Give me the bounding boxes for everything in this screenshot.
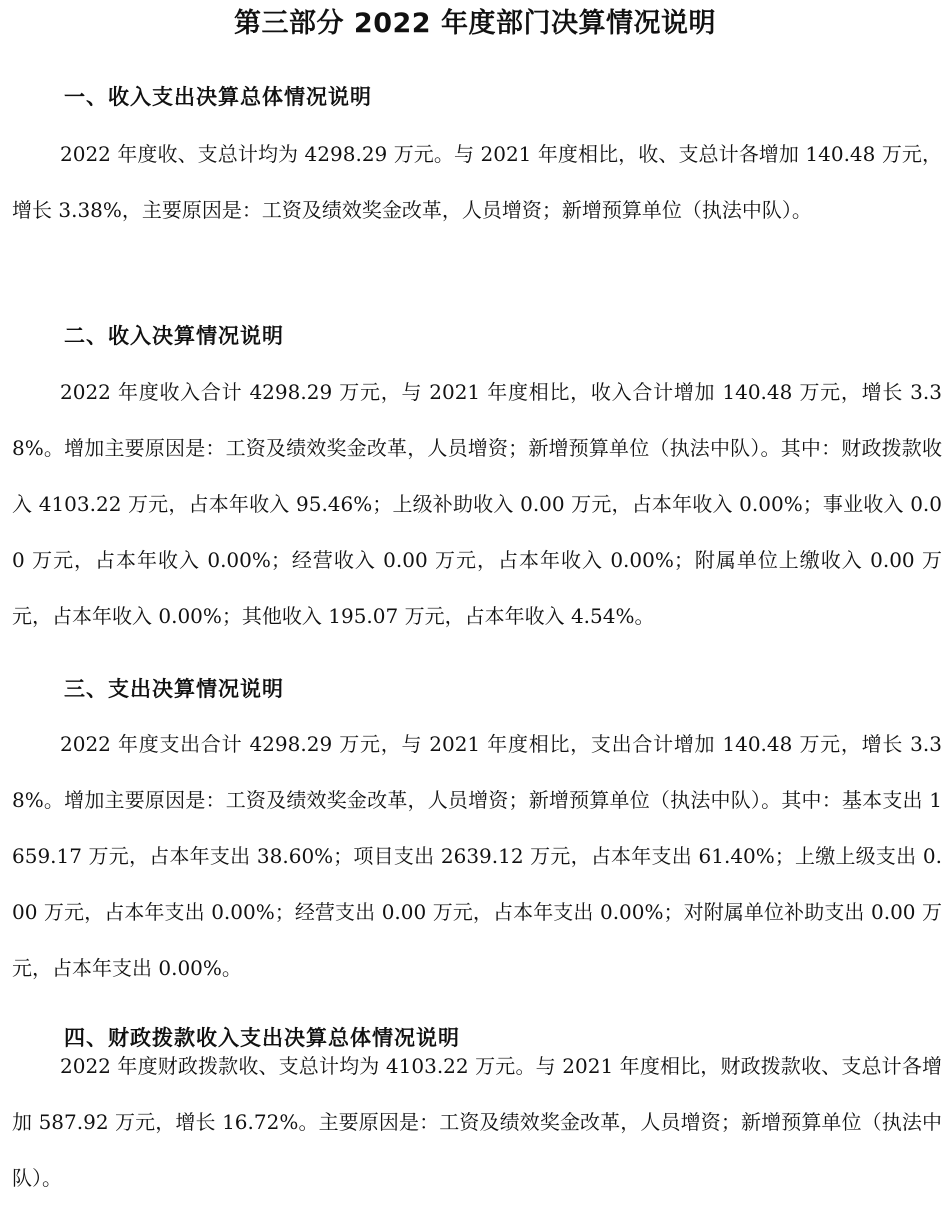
section-3-paragraph: 2022 年度支出合计 4298.29 万元，与 2021 年度相比，支出合计增加 140.48 万元，增长 3.38%。增加主要原因是：工资及绩效奖金改革，人员增资；新增预算单位（执法中队）。其中：基本支出 1659.17 万元，占本年支出 38.60%；项目支出 2639.12 万元，占本年支出 61.40%；上缴上级支出 0.00 万元，占本年支出 0.00%；经营支出 0.00 万元，占本年支出 0.00%；对附属单位补助支出 0.00 万元，占本年支出 0.00%。 — [12, 732, 942, 980]
section-1-heading: 一、收入支出决算总体情况说明 — [64, 85, 372, 109]
section-4-paragraph: 2022 年度财政拨款收、支总计均为 4103.22 万元。与 2021 年度相比，财政拨款收、支总计各增加 587.92 万元，增长 16.72%。主要原因是：工资及绩效奖金改革，人员增资；新增预算单位（执法中队）。 — [12, 1054, 942, 1190]
section-4-heading: 四、财政拨款收入支出决算总体情况说明 — [64, 1026, 460, 1050]
section-2-heading: 二、收入决算情况说明 — [64, 324, 284, 348]
section-3-heading: 三、支出决算情况说明 — [64, 677, 284, 701]
page-title: 第三部分 2022 年度部门决算情况说明 — [234, 8, 716, 39]
section-1-paragraph: 2022 年度收、支总计均为 4298.29 万元。与 2021 年度相比，收、支总计各增加 140.48 万元，增长 3.38%，主要原因是：工资及绩效奖金改革，人员增资；新增预算单位（执法中队）。 — [12, 142, 942, 222]
section-2-paragraph: 2022 年度收入合计 4298.29 万元，与 2021 年度相比，收入合计增加 140.48 万元，增长 3.38%。增加主要原因是：工资及绩效奖金改革，人员增资；新增预算单位（执法中队）。其中：财政拨款收入 4103.22 万元，占本年收入 95.46%；上级补助收入 0.00 万元，占本年收入 0.00%；事业收入 0.00 万元，占本年收入 0.00%；经营收入 0.00 万元，占本年收入 0.00%；附属单位上缴收入 0.00 万元，占本年收入 0.00%；其他收入 195.07 万元，占本年收入 4.54%。 — [12, 380, 942, 628]
